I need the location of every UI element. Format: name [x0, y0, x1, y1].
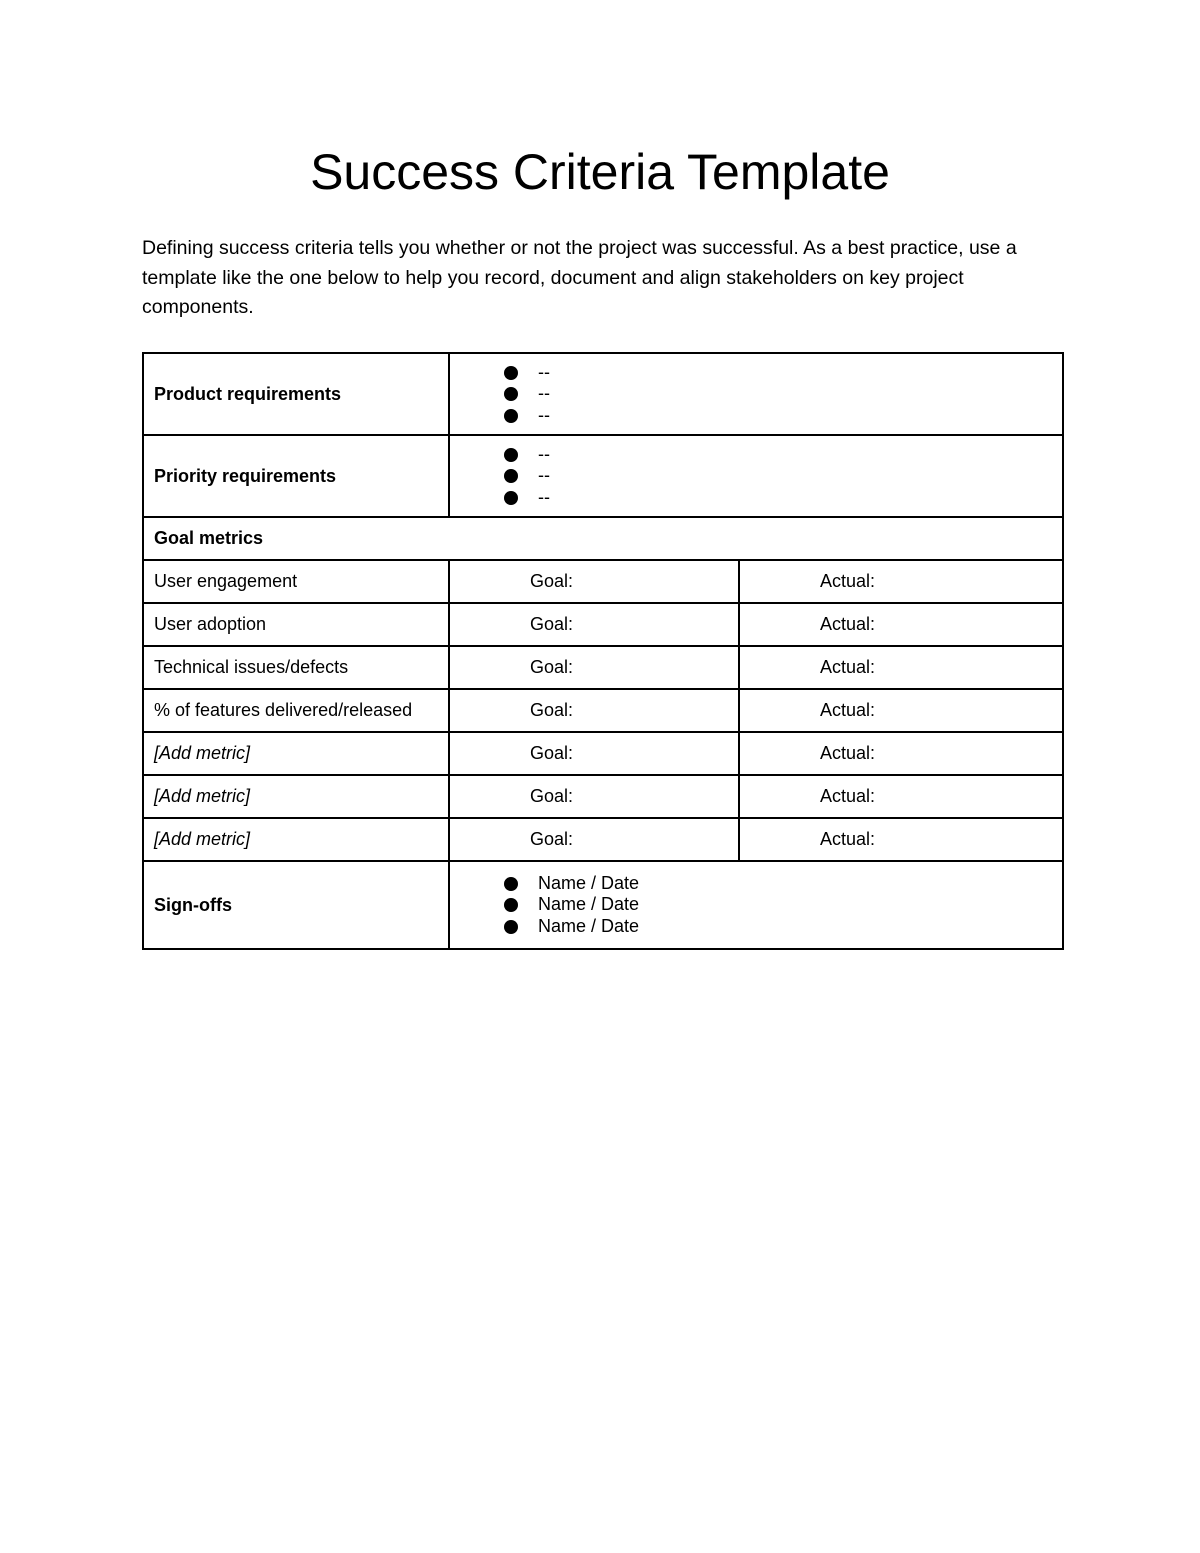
- goal-cell[interactable]: Goal:: [449, 646, 739, 689]
- list-item: Name / Date: [504, 894, 1062, 916]
- metric-label: [Add metric]: [143, 775, 449, 818]
- product-requirements-list: [460, 362, 1062, 427]
- goal-metrics-header: Goal metrics: [143, 517, 1063, 560]
- list-item: --: [504, 362, 1062, 384]
- goal-cell[interactable]: Goal:: [449, 732, 739, 775]
- bullet-icon: [504, 877, 518, 891]
- sign-offs-list: [460, 873, 1062, 938]
- bullet-icon: [504, 898, 518, 912]
- bullet-icon: [504, 448, 518, 462]
- sign-offs-row: [143, 861, 1063, 949]
- success-criteria-table: [142, 352, 1064, 950]
- product-requirements-row: [143, 353, 1063, 435]
- bullet-icon: [504, 920, 518, 934]
- actual-cell[interactable]: Actual:: [739, 603, 1063, 646]
- intro-paragraph: Defining success criteria tells you whether or not the project was successful. As a best practice, use a template like the one below to help you record, document and align stakeholders on key project components.: [142, 237, 1017, 318]
- priority-requirements-list-cell[interactable]: [449, 435, 1063, 517]
- priority-requirements-row: [143, 435, 1063, 517]
- product-requirements-label: Product requirements: [143, 353, 449, 435]
- metric-label: [Add metric]: [143, 818, 449, 861]
- priority-requirements-label: Priority requirements: [143, 435, 449, 517]
- goal-metrics-header-row: [143, 517, 1063, 560]
- table-row: [143, 818, 1063, 861]
- goal-cell[interactable]: Goal:: [449, 560, 739, 603]
- table-row: [143, 646, 1063, 689]
- goal-cell[interactable]: Goal:: [449, 818, 739, 861]
- metric-label: User adoption: [143, 603, 449, 646]
- actual-cell[interactable]: Actual:: [739, 646, 1063, 689]
- list-item: Name / Date: [504, 916, 1062, 938]
- table-row: [143, 603, 1063, 646]
- metric-label: Technical issues/defects: [143, 646, 449, 689]
- table-row: [143, 689, 1063, 732]
- actual-cell[interactable]: Actual:: [739, 732, 1063, 775]
- metric-label: [Add metric]: [143, 732, 449, 775]
- page-title: Success Criteria Template: [310, 144, 890, 200]
- sign-offs-label: Sign-offs: [143, 861, 449, 949]
- actual-cell[interactable]: Actual:: [739, 689, 1063, 732]
- list-item: --: [504, 383, 1062, 405]
- bullet-icon: [504, 387, 518, 401]
- list-item: --: [504, 444, 1062, 466]
- bullet-icon: [504, 366, 518, 380]
- list-item: --: [504, 465, 1062, 487]
- goal-cell[interactable]: Goal:: [449, 689, 739, 732]
- list-item: --: [504, 405, 1062, 427]
- sign-offs-list-cell[interactable]: [449, 861, 1063, 949]
- goal-cell[interactable]: Goal:: [449, 775, 739, 818]
- list-item: Name / Date: [504, 873, 1062, 895]
- product-requirements-list-cell[interactable]: [449, 353, 1063, 435]
- priority-requirements-list: [460, 444, 1062, 509]
- metric-label: % of features delivered/released: [143, 689, 449, 732]
- table-row: [143, 732, 1063, 775]
- table-row: [143, 560, 1063, 603]
- goal-cell[interactable]: Goal:: [449, 603, 739, 646]
- actual-cell[interactable]: Actual:: [739, 818, 1063, 861]
- bullet-icon: [504, 491, 518, 505]
- metric-label: User engagement: [143, 560, 449, 603]
- actual-cell[interactable]: Actual:: [739, 560, 1063, 603]
- actual-cell[interactable]: Actual:: [739, 775, 1063, 818]
- table-row: [143, 775, 1063, 818]
- list-item: --: [504, 487, 1062, 509]
- bullet-icon: [504, 469, 518, 483]
- bullet-icon: [504, 409, 518, 423]
